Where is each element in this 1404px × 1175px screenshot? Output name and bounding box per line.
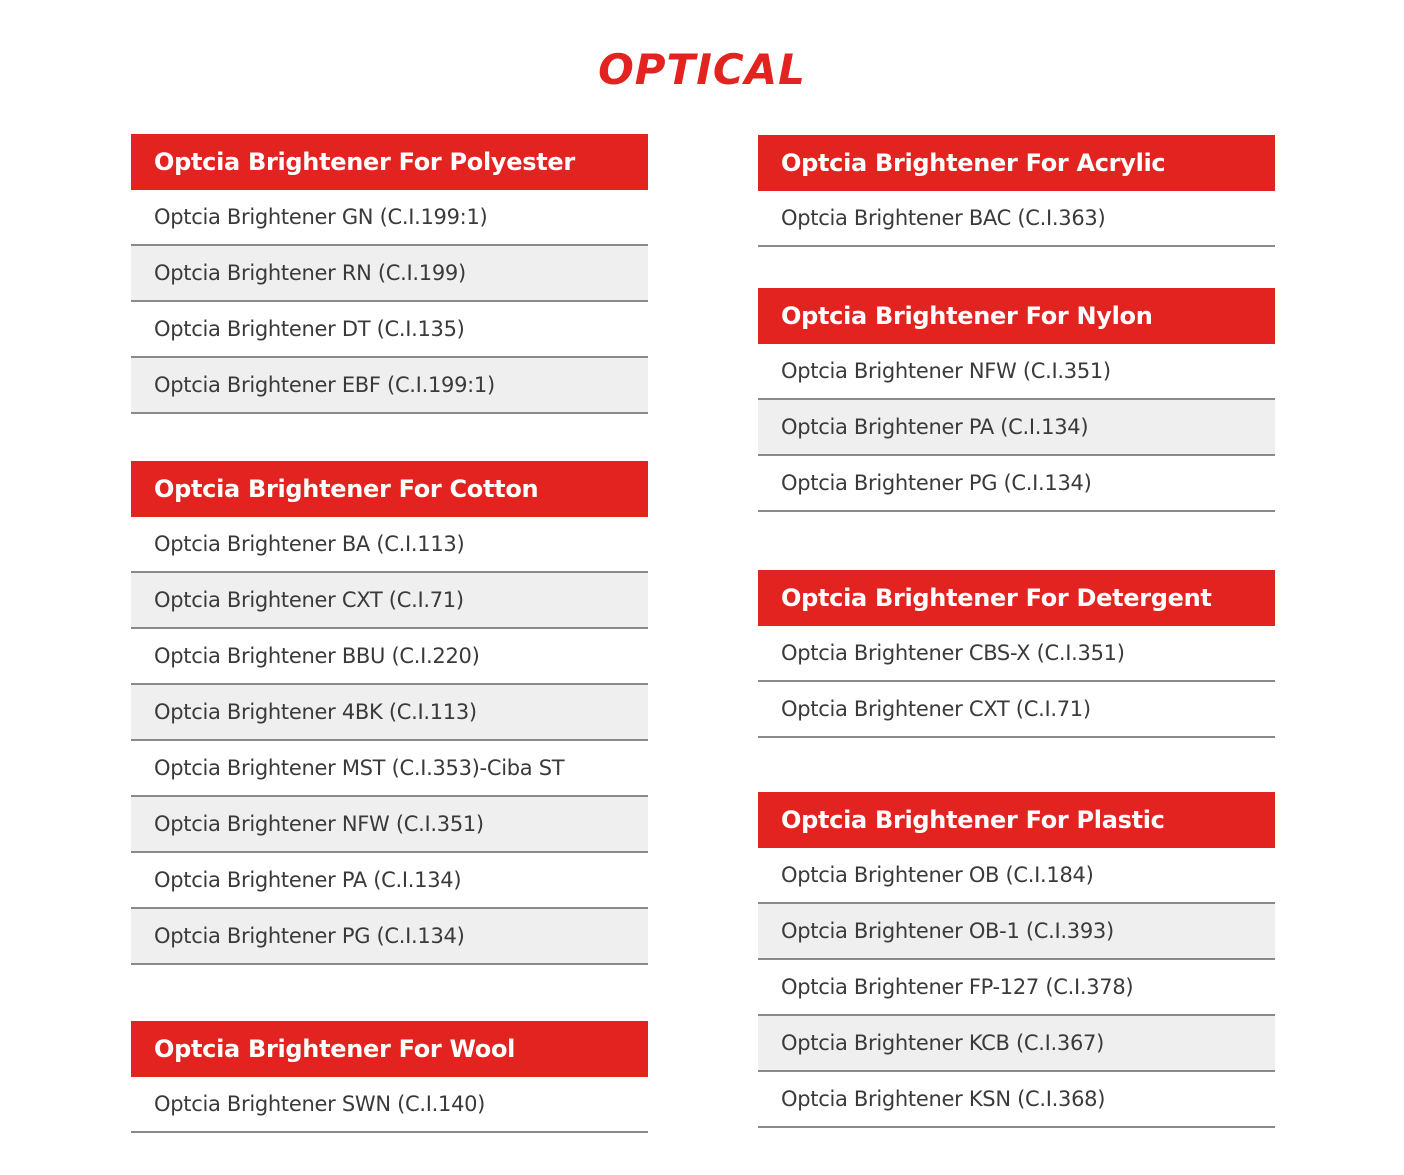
- list-item: Optcia Brightener PA (C.I.134): [758, 400, 1275, 456]
- section-wool: [131, 1021, 648, 1133]
- list-item: Optcia Brightener PA (C.I.134): [131, 853, 648, 909]
- list-item: Optcia Brightener BAC (C.I.363): [758, 191, 1275, 247]
- section-cotton: [131, 461, 648, 965]
- section-header-polyester: Optcia Brightener For Polyester: [131, 134, 648, 190]
- list-item: Optcia Brightener FP-127 (C.I.378): [758, 960, 1275, 1016]
- section-header-wool: Optcia Brightener For Wool: [131, 1021, 648, 1077]
- list-item: Optcia Brightener BBU (C.I.220): [131, 629, 648, 685]
- list-item: Optcia Brightener DT (C.I.135): [131, 302, 648, 358]
- list-item: Optcia Brightener GN (C.I.199:1): [131, 190, 648, 246]
- section-header-plastic: Optcia Brightener For Plastic: [758, 792, 1275, 848]
- list-item: Optcia Brightener OB (C.I.184): [758, 848, 1275, 904]
- section-header-cotton: Optcia Brightener For Cotton: [131, 461, 648, 517]
- section-header-nylon: Optcia Brightener For Nylon: [758, 288, 1275, 344]
- list-item: Optcia Brightener NFW (C.I.351): [758, 344, 1275, 400]
- list-item: Optcia Brightener CXT (C.I.71): [131, 573, 648, 629]
- list-item: Optcia Brightener PG (C.I.134): [758, 456, 1275, 512]
- list-item: Optcia Brightener 4BK (C.I.113): [131, 685, 648, 741]
- list-item: Optcia Brightener KCB (C.I.367): [758, 1016, 1275, 1072]
- list-item: Optcia Brightener BA (C.I.113): [131, 517, 648, 573]
- section-header-acrylic: Optcia Brightener For Acrylic: [758, 135, 1275, 191]
- section-nylon: [758, 288, 1275, 512]
- list-item: Optcia Brightener NFW (C.I.351): [131, 797, 648, 853]
- list-item: Optcia Brightener RN (C.I.199): [131, 246, 648, 302]
- list-item: Optcia Brightener OB-1 (C.I.393): [758, 904, 1275, 960]
- list-item: Optcia Brightener CXT (C.I.71): [758, 682, 1275, 738]
- list-item: Optcia Brightener PG (C.I.134): [131, 909, 648, 965]
- section-detergent: [758, 570, 1275, 738]
- list-item: Optcia Brightener EBF (C.I.199:1): [131, 358, 648, 414]
- page-title: OPTICAL: [598, 45, 806, 94]
- section-polyester: [131, 134, 648, 414]
- section-acrylic: [758, 135, 1275, 247]
- section-header-detergent: Optcia Brightener For Detergent: [758, 570, 1275, 626]
- section-plastic: [758, 792, 1275, 1128]
- list-item: Optcia Brightener KSN (C.I.368): [758, 1072, 1275, 1128]
- list-item: Optcia Brightener CBS-X (C.I.351): [758, 626, 1275, 682]
- list-item: Optcia Brightener MST (C.I.353)-Ciba ST: [131, 741, 648, 797]
- list-item: Optcia Brightener SWN (C.I.140): [131, 1077, 648, 1133]
